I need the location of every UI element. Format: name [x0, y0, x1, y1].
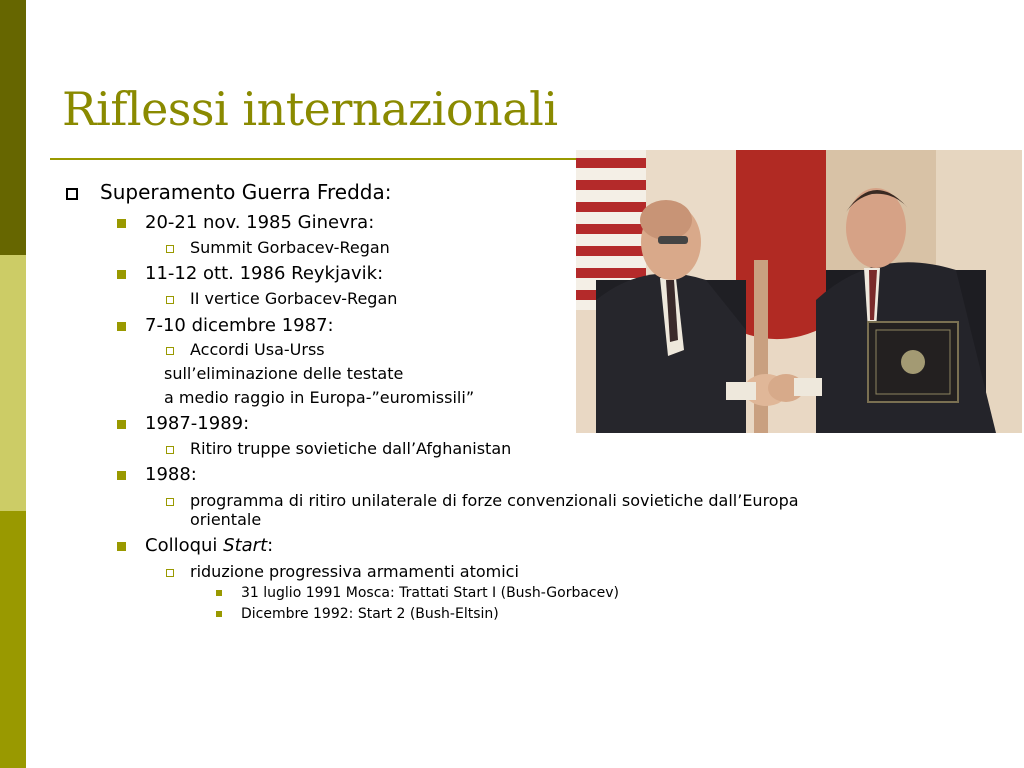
square-bullet-icon [117, 219, 126, 228]
sidebar-bar [0, 0, 26, 768]
bullet-level2-text: 11-12 ott. 1986 Reykjavik: [145, 263, 384, 284]
bullet-level2-text: 1988: [145, 464, 197, 485]
bullet-level3-text: riduzione progressiva armamenti atomici [190, 562, 519, 581]
bullet-level3-text: II vertice Gorbacev-Regan [190, 289, 398, 308]
bullet-continuation-text: sull’eliminazione delle testate [164, 364, 404, 383]
title-underline [50, 158, 610, 160]
colloqui-colon: : [267, 535, 274, 556]
bullet-continuation-text: a medio raggio in Europa-”euromissili” [164, 388, 475, 407]
square-bullet-icon [117, 420, 126, 429]
colloqui-label: Colloqui [145, 535, 224, 556]
sidebar-segment-light [0, 255, 26, 511]
bullet-level2-text: 7-10 dicembre 1987: [145, 315, 334, 336]
square-outline-bullet-icon [166, 446, 174, 454]
bullet-level2-text: 20-21 nov. 1985 Ginevra: [145, 212, 375, 233]
bullet-level2-text [145, 535, 273, 556]
square-bullet-icon [117, 542, 126, 551]
small-square-bullet-icon [216, 611, 222, 617]
bullet-level1-text: Superamento Guerra Fredda: [100, 180, 392, 204]
small-square-bullet-icon [216, 590, 222, 596]
sidebar-segment-mid [0, 511, 26, 768]
bullet-level3-text: Summit Gorbacev-Regan [190, 238, 390, 257]
square-outline-bullet-icon [166, 569, 174, 577]
square-bullet-icon [117, 322, 126, 331]
square-outline-bullet-icon [166, 245, 174, 253]
start-italic-label: Start [223, 535, 268, 556]
square-bullet-icon [117, 471, 126, 480]
bullet-level4-text: 31 luglio 1991 Mosca: Trattati Start I (Bush-Gorbacev) [241, 585, 619, 601]
square-outline-bullet-icon [166, 498, 174, 506]
square-bullet-icon [117, 270, 126, 279]
square-outline-bullet-icon [66, 188, 78, 200]
square-outline-bullet-icon [166, 296, 174, 304]
bullet-level3-text: Ritiro truppe sovietiche dall’Afghanistan [190, 439, 512, 458]
slide-title: Riflessi internazionali [62, 82, 558, 136]
bullet-level4-text: Dicembre 1992: Start 2 (Bush-Eltsin) [241, 606, 499, 622]
bullet-continuation-text: orientale [190, 510, 262, 529]
photo-gorbachev-reagan-handshake [576, 150, 1022, 433]
bullet-level2-text: 1987-1989: [145, 413, 250, 434]
sidebar-segment-dark [0, 0, 26, 255]
square-outline-bullet-icon [166, 347, 174, 355]
bullet-level3-text: programma di ritiro unilaterale di forze convenzionali sovietiche dall’Europa [190, 491, 799, 510]
bullet-level3-text: Accordi Usa-Urss [190, 340, 325, 359]
